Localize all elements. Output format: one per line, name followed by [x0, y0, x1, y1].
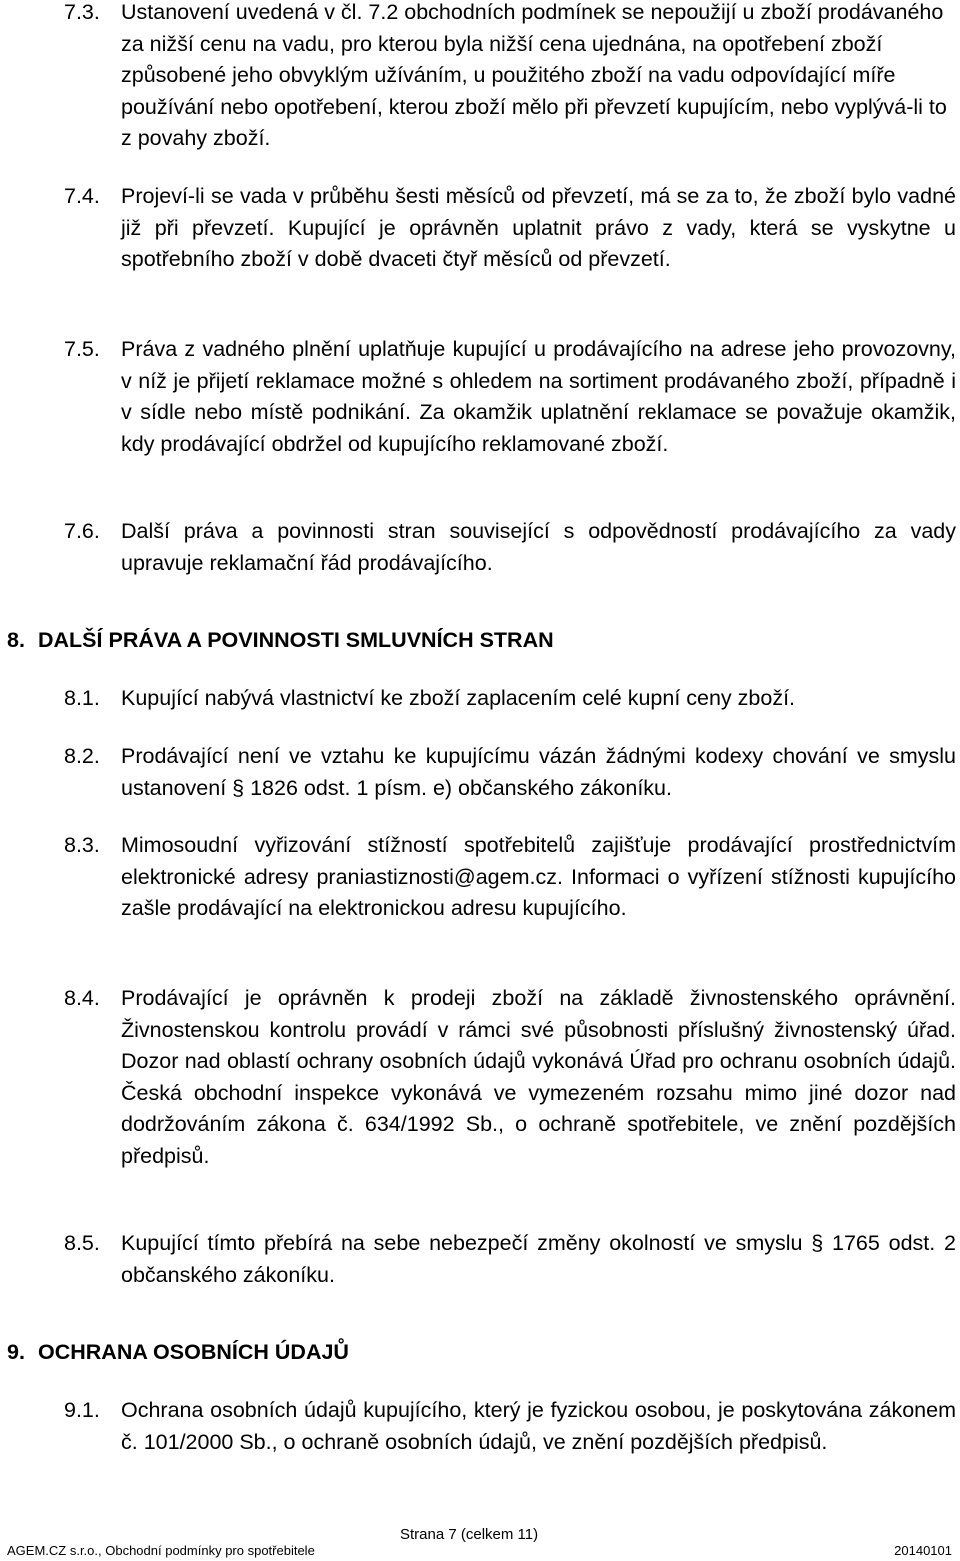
- footer-code: 20140101: [894, 1543, 952, 1558]
- clause-number: 8.3.: [64, 833, 100, 857]
- clause-9-1: [64, 1395, 956, 1458]
- clause-number: 9.1.: [64, 1398, 100, 1422]
- clause-number: 8.5.: [64, 1231, 100, 1255]
- clause-8-2: [64, 741, 956, 804]
- section-heading-8: [7, 625, 947, 657]
- clause-number: 8.2.: [64, 744, 100, 768]
- clause-text: Kupující nabývá vlastnictví ke zboží zaplacením celé kupní ceny zboží.: [121, 686, 796, 710]
- clause-text: Prodávající není ve vztahu ke kupujícímu vázán žádnými kodexy chování ve smyslu ustanovení § 1826 odst. 1 písm. e) občanského zákoníku.: [121, 744, 956, 800]
- clause-number: 8.4.: [64, 986, 100, 1010]
- clause-number: 7.4.: [64, 184, 100, 208]
- clause-text: Ustanovení uvedená v čl. 7.2 obchodních podmínek se nepoužijí u zboží prodávaného za nižší cenu na vadu, pro kterou byla nižší cena ujednána, na opotřebení zboží způsobené jeho obvyklým užíváním, u použitého zboží na vadu odpovídající míře používání nebo opotřebení, kterou zboží mělo při převzetí kupujícím, nebo vyplývá-li to z povahy zboží.: [121, 0, 947, 151]
- page-number: Strana 7 (celkem 11): [400, 1526, 539, 1543]
- section-title: OCHRANA OSOBNÍCH ÚDAJŮ: [38, 1340, 349, 1364]
- clause-text: Mimosoudní vyřizování stížností spotřebitelů zajišťuje prodávající prostřednictvím elektronické adresy praniastiznosti@agem.cz. Informaci o vyřízení stížnosti kupujícího zašle prodávající na elektronickou adresu kupujícího.: [121, 833, 956, 921]
- clause-number: 7.3.: [64, 0, 100, 24]
- section-number: 8.: [7, 628, 25, 652]
- clause-7-6: [64, 516, 956, 579]
- section-number: 9.: [7, 1340, 25, 1364]
- clause-text: Práva z vadného plnění uplatňuje kupující u prodávajícího na adrese jeho provozovny, v níž je přijetí reklamace možné s ohledem na sortiment prodávaného zboží, případně i v sídle nebo místě podnikání. Za okamžik uplatnění reklamace se považuje okamžik, kdy prodávající obdržel od kupujícího reklamované zboží.: [121, 337, 956, 456]
- clause-text: Ochrana osobních údajů kupujícího, který je fyzickou osobou, je poskytována zákonem č. 101/2000 Sb., o ochraně osobních údajů, ve znění pozdějších předpisů.: [121, 1398, 956, 1454]
- clause-8-4: [64, 983, 956, 1173]
- section-title: DALŠÍ PRÁVA A POVINNOSTI SMLUVNÍCH STRAN: [38, 628, 554, 652]
- footer-company: AGEM.CZ s.r.o., Obchodní podmínky pro spotřebitele: [7, 1543, 315, 1558]
- clause-number: 7.5.: [64, 337, 100, 361]
- clause-7-3: [64, 0, 956, 155]
- clause-7-4: [64, 181, 956, 276]
- clause-8-1: [64, 683, 956, 715]
- clause-text: Projeví-li se vada v průběhu šesti měsíců od převzetí, má se za to, že zboží bylo vadné již při převzetí. Kupující je oprávněn uplatnit právo z vady, která se vyskytne u spotřebního zboží v době dvaceti čtyř měsíců od převzetí.: [121, 184, 956, 272]
- clause-text: Kupující tímto přebírá na sebe nebezpečí změny okolností ve smyslu § 1765 odst. 2 občanského zákoníku.: [121, 1231, 956, 1287]
- clause-number: 8.1.: [64, 686, 100, 710]
- clause-text: Další práva a povinnosti stran související s odpovědností prodávajícího za vady upravuje reklamační řád prodávajícího.: [121, 519, 956, 575]
- clause-7-5: [64, 334, 956, 460]
- section-heading-9: [7, 1337, 947, 1369]
- clause-number: 7.6.: [64, 519, 100, 543]
- clause-8-3: [64, 830, 956, 925]
- clause-8-5: [64, 1228, 956, 1291]
- clause-text: Prodávající je oprávněn k prodeji zboží na základě živnostenského oprávnění. Živnostenskou kontrolu provádí v rámci své působnosti příslušný živnostenský úřad. Dozor nad oblastí ochrany osobních údajů vykonává Úřad pro ochranu osobních údajů. Česká obchodní inspekce vykonává ve vymezeném rozsahu mimo jiné dozor nad dodržováním zákona č. 634/1992 Sb., o ochraně spotřebitele, ve znění pozdějších předpisů.: [121, 986, 956, 1168]
